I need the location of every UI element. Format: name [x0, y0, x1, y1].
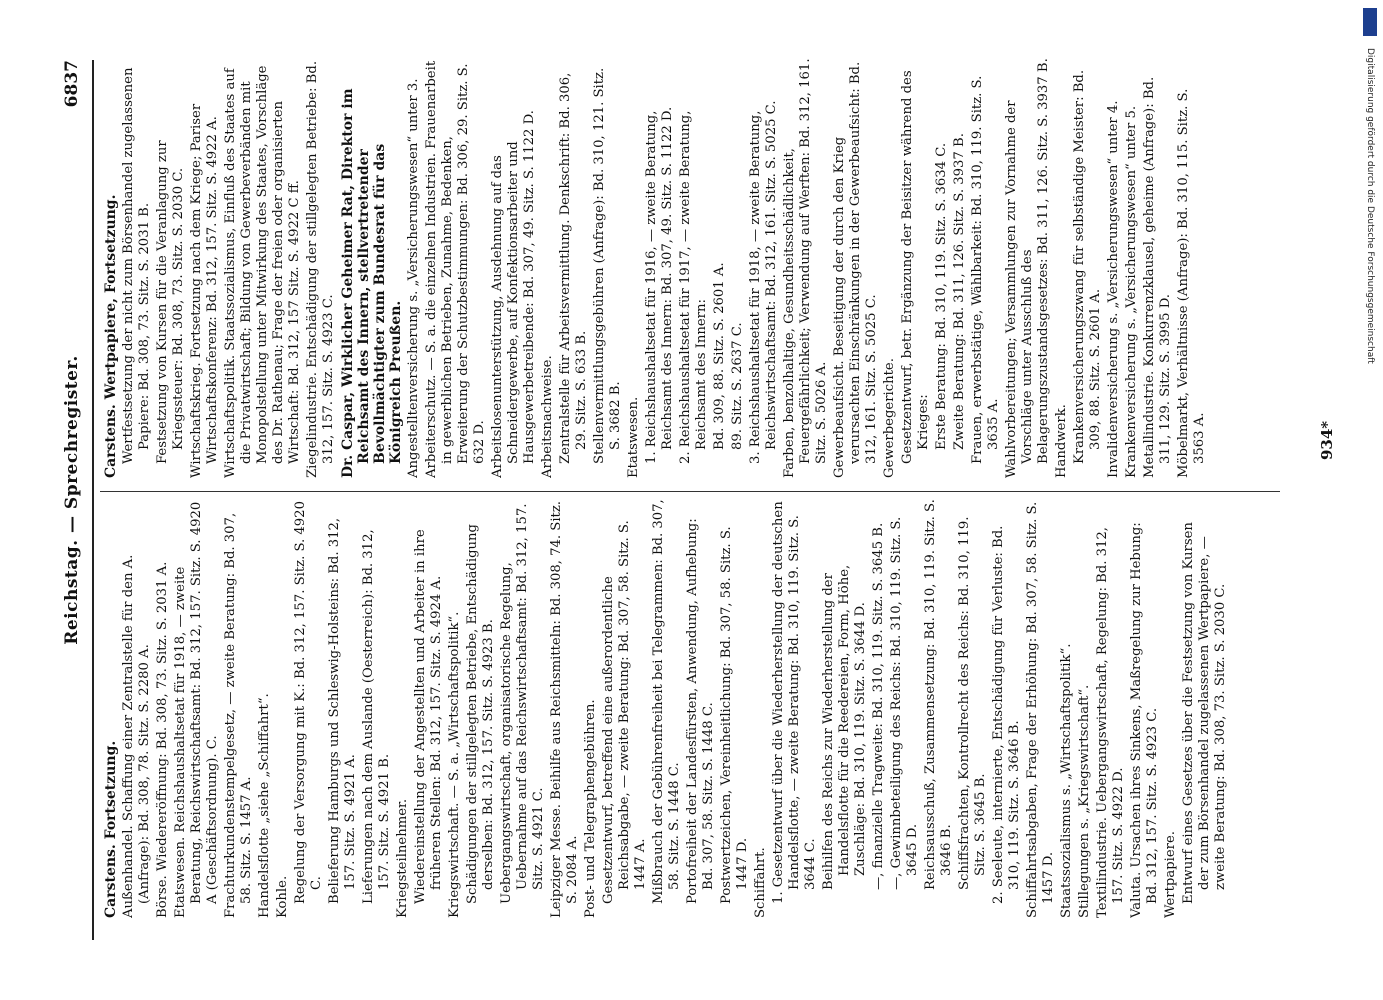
- register-entry: Entwurf eines Gesetzes über die Festsetzung von Kursen der zum Börsenhandel zugelassenen Wertpapiere, — zweite Beratung: Bd. 308, 73. Sitz. S. 2030 C.: [1181, 522, 1228, 904]
- right-column: [100, 58, 1320, 478]
- register-entry: Festsetzung von Kursen für die Veranlagung zur Kriegssteuer: Bd. 308, 73. Sitz. S. 2030 C.: [155, 140, 186, 464]
- register-entry: Valuta. Ursachen ihres Sinkens, Maßregelung zur Hebung: Bd. 312, 157. Sitz. S. 4923 C.: [1129, 522, 1160, 918]
- register-entry: Arbeitsnachweise.: [540, 355, 555, 478]
- register-entry: Gewerbegerichte.: [882, 358, 897, 478]
- register-entry: Wertpapiere.: [1163, 831, 1178, 918]
- register-entry: Schiffsfrachten, Kontrollrecht des Reichs: Bd. 310, 119. Sitz. S. 3645 B.: [957, 516, 988, 890]
- register-entry: Post- und Telegraphengebühren.: [583, 699, 598, 918]
- register-entry: Farben, benzolhaltige, Gesundheitsschädlichkeit, Feuergefährlichkeit; Verwendung auf Werften: Bd. 312, 161. Sitz. S. 5026 A.: [782, 58, 829, 478]
- register-entry: Wirtschaftspolitik. Staatssozialismus, Einfluß des Staates auf die Privatwirtschaft; Bildung von Gewerbeverbänden mit Monopolstellung unter Mitwirkung des Staates, Vorschläge des Dr. Rathenau; Frage der freien oder organisierten Wirtschaft: Bd. 312, 157 Sitz. S. 4922 C ff.: [223, 65, 302, 478]
- register-entry: Arbeiterschutz. — S. a. die einzelnen Industrien. Frauenarbeit in gewerblichen Betrieben, Zunahme, Bedenken, Erweiterung der Schutzbestimmungen: Bd. 306, 29. Sitz. S. 632 D.: [424, 60, 487, 478]
- register-entry: Schädigungen der stillgelegten Betriebe, Entschädigung derselben: Bd. 312, 157. Sitz. S. 4923 B.: [465, 524, 496, 904]
- register-entry: Kriegswirtschaft. — S. a. „Wirtschaftspolitik“.: [447, 611, 462, 918]
- register-entry: Gewerbeaufsicht. Beseitigung der durch den Krieg verursachten Einschränkungen in der Gewerbeaufsicht: Bd. 312, 161. Sitz. S. 5025 C.: [832, 61, 879, 478]
- register-entry: Portofreiheit der Landesfürsten, Anwendung, Aufhebung: Bd. 307, 58. Sitz. S. 1448 C.: [685, 518, 716, 904]
- register-entry: Frachturkundenstempelgesetz, — zweite Beratung: Bd. 307, 58. Sitz. S. 1457 A.: [223, 512, 254, 918]
- register-entry: Belieferung Hamburgs und Schleswig-Holsteins: Bd. 312, 157. Sitz. S. 4921 A.: [327, 517, 358, 904]
- dfg-credit: [1363, 48, 1377, 988]
- register-entry: Krankenversicherung s. „Versicherungswesen“ unter 5.: [1124, 105, 1139, 478]
- dfg-sidebar: [1355, 8, 1377, 992]
- register-entry: Postwertzeichen, Vereinheitlichung: Bd. 307, 58. Sitz. S. 1447 D.: [719, 526, 750, 904]
- register-entry: Mißbrauch der Gebührenfreiheit bei Telegrammen: Bd. 307, 58. Sitz. S. 1448 C.: [651, 499, 682, 904]
- register-entry: Handwerk.: [1054, 404, 1069, 478]
- page-number: 6837: [62, 60, 82, 108]
- register-entry: Reichsausschuß, Zusammensetzung: Bd. 310, 119. Sitz. S. 3646 B.: [923, 499, 954, 890]
- register-entry: Möbelmarkt, Verhältnisse (Anfrage): Bd. 310, 115. Sitz. S. 3563 A.: [1176, 88, 1207, 478]
- dfg-credit-text: Digitalisierung gefördert durch die Deutsche Forschungsgemeinschaft: [1365, 48, 1375, 364]
- register-entry: 1. Gesetzentwurf über die Wiederherstellung der deutschen Handelsflotte, — zweite Beratung: Bd. 310, 119. Sitz. S. 3644 C.: [771, 501, 818, 904]
- register-entry: 2. Reichshaushaltsetat für 1917, — zweite Beratung, Reichsamt des Innern:: [678, 110, 709, 464]
- dfg-logo-text: DFG: [1355, 16, 1364, 35]
- register-entry: Börse. Wiedereröffnung: Bd. 308, 73. Sitz. S. 2031 A.: [155, 561, 170, 918]
- register-entry: Handelsflotte „siehe „Schiffahrt“.: [257, 693, 272, 918]
- register-entry: Kriegsteilnehmer.: [395, 798, 410, 918]
- register-entry: Außenhandel. Schaffung einer Zentralstelle für den A. (Anfrage): Bd. 308, 78. Sitz. S. 2280 A.: [121, 554, 152, 918]
- register-entry: Ziegelindustrie. Entschädigung der stillgelegten Betriebe: Bd. 312, 157. Sitz. S. 4923 C.: [305, 60, 336, 478]
- register-entry: Wiedereinstellung der Angestellten und Arbeiter in ihre früheren Stellen: Bd. 312, 157. Sitz. S. 4924 A.: [413, 529, 444, 904]
- footer-mark: 934*: [1318, 420, 1336, 460]
- register-entry: Stillegungen s. „Kriegswirtschaft“.: [1077, 684, 1092, 918]
- register-entry: Krankenversicherungszwang für selbständige Meister: Bd. 309, 88. Sitz. S. 2601 A.: [1072, 69, 1103, 464]
- register-entry: Wertfestsetzung der nicht zum Börsenhandel zugelassenen Papiere: Bd. 308, 73. Sitz. S. 2031 B.: [121, 67, 152, 464]
- register-heading: Carstens. Fortsetzung.: [103, 740, 119, 918]
- register-entry: Regelung der Versorgung mit K.: Bd. 312, 157. Sitz. S. 4920 C.: [293, 501, 324, 904]
- register-entry: Beihilfen des Reichs zur Wiederherstellung der Handelsflotte für die Reedereien, Form, Höhe, Zuschläge: Bd. 310, 119. Sitz. S. 3644 D.: [821, 564, 868, 890]
- register-entry: 1. Reichshaushaltsetat für 1916, — zweite Beratung, Reichsamt des Innern: Bd. 307, 49. Sitz. S. 1122 D.: [644, 106, 675, 464]
- register-entry: Angestelltenversicherung s. „Versicherungswesen“ unter 3.: [406, 78, 421, 478]
- page-header: [62, 60, 90, 940]
- register-entry: Kohle.: [275, 875, 290, 918]
- register-entry: Leipziger Messe. Beihilfe aus Reichsmitteln: Bd. 308, 74. Sitz. S. 2084 A.: [549, 501, 580, 918]
- register-entry: Stellenvermittlungsgebühren (Anfrage): Bd. 310, 121. Sitz. S. 3682 B.: [592, 67, 623, 464]
- register-entry: 2. Seeleute, internierte, Entschädigung für Verluste: Bd. 310, 119. Sitz. S. 3646 B.: [991, 525, 1022, 904]
- register-entry: Staatssozialismus s. „Wirtschaftspolitik“.: [1059, 643, 1074, 918]
- register-entry: Etatswesen.: [626, 396, 641, 478]
- page-title: Reichstag. — Sprechregister.: [62, 355, 82, 645]
- register-entry: Arbeitslosenunterstützung, Ausdehnung auf das Schneidergewerbe, auf Konfektionsarbeiter und Hausgewerbetreibende: Bd. 307, 49. Sitz. S. 1122 D.: [490, 110, 537, 478]
- register-entry: Erste Beratung: Bd. 310, 119. Sitz. S. 3634 C.: [934, 142, 949, 450]
- register-entry: Schiffahrt.: [753, 847, 768, 918]
- register-entry: Frauen, erwerbstätige, Wählbarkeit: Bd. 310, 119. Sitz. S. 3635 A.: [970, 75, 1001, 464]
- register-entry: Bd. 309, 88. Sitz. S. 2601 A.: [712, 262, 727, 450]
- register-entry: —, Gewinnbeteiligung des Reichs: Bd. 310, 119. Sitz. S. 3645 D.: [889, 516, 920, 890]
- register-entry: Zweite Beratung: Bd. 311, 126. Sitz. S. 3937 B.: [952, 133, 967, 450]
- column-divider: [100, 491, 1280, 492]
- register-entry: —, finanzielle Tragweite: Bd. 310, 119. Sitz. S. 3645 B.: [871, 522, 886, 890]
- register-entry: Gesetzentwurf, betr. Ergänzung der Beisitzer während des Krieges:: [900, 70, 931, 464]
- header-rule: [92, 60, 94, 940]
- register-entry: Zentralstelle für Arbeitsvermittlung. Denkschrift: Bd. 306, 29. Sitz. S. 633 B.: [558, 72, 589, 464]
- register-entry: Textilindustrie. Uebergangswirtschaft, Regelung: Bd. 312, 157. Sitz. S. 4922 D.: [1095, 527, 1126, 918]
- register-entry: Lieferungen nach dem Auslande (Oesterreich): Bd. 312, 157. Sitz. S. 4921 B.: [361, 529, 392, 904]
- register-entry: Gesetzentwurf, betreffend eine außerordentliche Reichsabgabe, — zweite Beratung: Bd. 307, 58. Sitz. S. 1447 A.: [601, 520, 648, 904]
- register-entry: 89. Sitz. S. 2637 C.: [730, 322, 745, 450]
- register-entry: Metallindustrie. Konkurrenzklausel, geheime (Anfrage): Bd. 311, 129. Sitz. S. 3995 D.: [1142, 76, 1173, 478]
- register-entry: Wirtschaftskrieg. Fortsetzung nach dem Kriege; Pariser Wirtschaftskonferenz: Bd. 312, 157. Sitz. S. 4922 A.: [189, 103, 220, 478]
- register-entry: Schiffahrtsabgaben, Frage der Erhöhung: Bd. 307, 58. Sitz. S. 1457 D.: [1025, 501, 1056, 918]
- register-entry: Invalidenversicherung s. „Versicherungswesen“ unter 4.: [1106, 100, 1121, 478]
- dfg-logo: [1355, 8, 1377, 36]
- register-entry: Etatswesen. Reichshaushaltsetat für 1918, — zweite Beratung, Reichswirtschaftsamt: Bd. 312, 157. Sitz. S. 4920 A (Geschäftsordnung). C.: [173, 501, 220, 918]
- register-entry: Uebergangswirtschaft, organisatorische Regelung, Uebernahme auf das Reichswirtschaftsamt: Bd. 312, 157. Sitz. S. 4921 C.: [499, 503, 546, 904]
- register-heading: Dr. Caspar, Wirklicher Geheimer Rat, Direktor im Reichsamt des Innern, stellvertretender Bevollmächtigter zum Bundesrat für das Königreich Preußen.: [340, 88, 404, 478]
- left-column: [100, 498, 1320, 918]
- register-entry: Wahlvorbereitungen; Versammlungen zur Vornahme der Vorschläge unter Ausschluß des Belagerungszustandsgesetzes: Bd. 311, 126. Sitz. S. 3937 B.: [1004, 58, 1051, 478]
- register-entry: 3. Reichshaushaltsetat für 1918, — zweite Beratung, Reichswirtschaftsamt: Bd. 312, 161. Sitz. S. 5025 C.: [748, 100, 779, 464]
- register-heading: Carstens. Wertpapiere, Fortsetzung.: [103, 194, 119, 478]
